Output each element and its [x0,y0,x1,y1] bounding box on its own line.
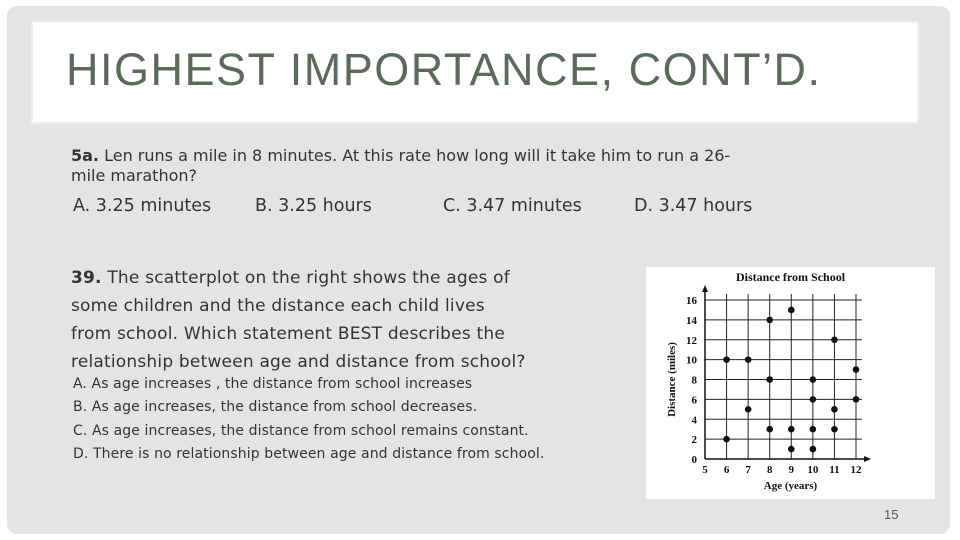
data-point [831,336,838,343]
y-tick-label: 12 [686,334,697,347]
data-point [810,376,817,383]
data-point [810,396,817,403]
question-5a-line2: mile marathon? [71,166,198,185]
question-39-line2: some children and the distance each child lives [71,296,485,316]
slide-title: HIGHEST IMPORTANCE, CONT’D. [66,44,822,95]
question-5a-line1: Len runs a mile in 8 minutes. At this rate how long will it take him to run a 26- [99,146,731,165]
y-tick-label: 10 [686,354,697,367]
x-tick-label: 9 [788,464,795,476]
x-tick-label: 6 [723,464,730,476]
data-point [788,426,795,433]
scatterplot [646,267,935,499]
scatterplot-image [646,267,935,499]
data-point [810,426,817,433]
data-point [723,356,730,363]
option-b: B. As age increases, the distance from school decreases. [73,399,478,415]
data-point [745,356,752,363]
data-point [788,446,795,453]
x-tick-label: 7 [745,464,751,476]
data-point [766,426,773,433]
data-point [831,426,838,433]
x-tick-label: 10 [807,464,819,476]
y-tick-label: 14 [686,314,697,327]
y-tick-label: 4 [691,414,697,427]
y-tick-label: 8 [691,374,697,387]
y-tick-label: 16 [686,295,697,307]
data-point [788,307,795,314]
y-tick-label: 0 [691,454,697,466]
choice-c: C. 3.47 minutes [443,196,582,216]
option-c: C. As age increases, the distance from school remains constant. [73,423,529,439]
question-39-line4: relationship between age and distance from school? [71,352,526,372]
choice-a: A. 3.25 minutes [73,196,212,216]
question-39-line3: from school. Which statement BEST describes the [71,324,505,344]
option-d: D. There is no relationship between age and distance from school. [73,446,545,462]
data-point [766,317,773,324]
question-5a-number: 5a. [71,146,100,165]
y-tick-label: 2 [691,434,697,447]
page-number: 15 [884,507,899,522]
question-39-line1: The scatterplot on the right shows the ages of [101,268,510,288]
x-tick-label: 11 [829,464,840,476]
x-tick-label: 8 [766,464,773,476]
y-axis-label: Distance (miles) [666,342,678,417]
choice-d: D. 3.47 hours [634,196,753,216]
question-5a [71,146,730,186]
x-axis-label: Age (years) [763,480,818,492]
data-point [831,406,838,413]
option-a: A. As age increases , the distance from school increases [73,376,473,392]
chart-title: Distance from School [735,270,846,284]
question-39 [71,264,526,376]
data-point [766,376,773,383]
data-point [853,396,860,403]
data-point [745,406,752,413]
x-tick-label: 12 [850,464,862,476]
data-point [853,366,860,373]
y-axis-arrow [702,285,708,292]
y-tick-label: 6 [691,394,697,407]
data-point [723,436,730,443]
question-39-number: 39. [71,268,102,288]
x-axis-arrow [864,456,871,462]
data-point [810,446,817,453]
choice-b: B. 3.25 hours [255,196,372,216]
x-tick-label: 5 [702,464,708,476]
